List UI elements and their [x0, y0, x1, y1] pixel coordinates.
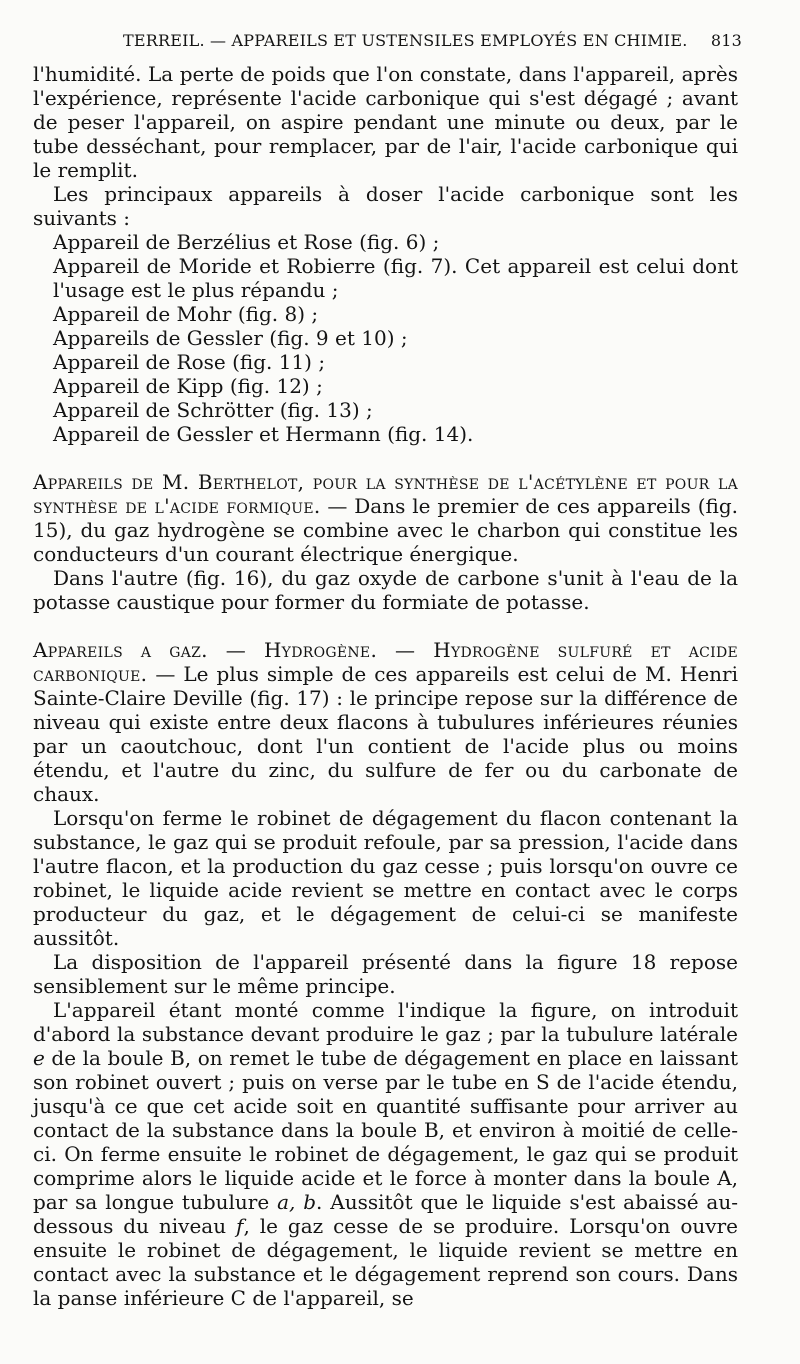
section-gap — [33, 446, 738, 470]
paragraph-gaz-4-part-c: . Aussitôt que le liquide s'est abaissé au-dessous du niveau — [33, 1190, 738, 1238]
list-item: Appareils de Gessler (fig. 9 et 10) ; — [53, 326, 408, 350]
list-item: Appareil de Schrötter (fig. 13) ; — [53, 398, 373, 422]
paragraph-humidite: l'humidité. La perte de poids que l'on constate, dans l'appareil, après l'expérience, représente l'acide carbonique qui s'est dégagé ; avant de peser l'appareil, on aspire pendant une minute ou deux, par le tube desséchant, pour remplacer, par de l'air, l'acide carbonique qui le remplit. — [33, 62, 738, 182]
paragraph-berthelot-2: Dans l'autre (fig. 16), du gaz oxyde de carbone s'unit à l'eau de la potasse caustique pour former du formiate de potasse. — [33, 566, 738, 614]
list-item: Appareil de Rose (fig. 11) ; — [53, 350, 326, 374]
section-heading-gaz: Appareils a gaz. — Hydrogène. — Hydrogène sulfuré et acide carbonique. — [33, 638, 738, 686]
section-gaz — [33, 638, 738, 806]
section-berthelot — [33, 470, 738, 566]
running-title: TERREIL. — APPAREILS ET USTENSILES EMPLOYÉS EN CHIMIE. — [123, 31, 688, 50]
paragraph-gaz-2: Lorsqu'on ferme le robinet de dégagement du flacon contenant la substance, le gaz qui se produit refoule, par sa pression, l'acide dans l'autre flacon, et la production du gaz cesse ; puis lorsqu'on ouvre ce robinet, le liquide acide revient se mettre en contact avec le corps producteur du gaz, et le dégagement de celui-ci se manifeste aussitôt. — [33, 806, 738, 950]
label-f: f — [236, 1214, 244, 1238]
section-heading-berthelot: Appareils de M. Berthelot, pour la synthèse de l'acétylène et pour la synthèse de l'acide formique. — [33, 470, 738, 518]
paragraph-gaz-4-part-a: L'appareil étant monté comme l'indique la figure, on introduit d'abord la substance devant produire le gaz ; par la tubulure latérale — [33, 998, 738, 1046]
page-number: 813 — [710, 31, 742, 50]
running-header — [33, 31, 752, 55]
paragraph-gaz-4-part-d: , le gaz cesse de se produire. Lorsqu'on ouvre ensuite le robinet de dégagement, le liquide revient se mettre en contact avec la substance et le dégagement reprend son cours. Dans la panse inférieure C de l'appareil, se — [33, 1214, 738, 1310]
paragraph-gaz-4 — [33, 998, 738, 1310]
paragraph-gaz-1: — Le plus simple de ces appareils est celui de M. Henri Sainte-Claire Deville (fig. 17) : le principe repose sur la différence de niveau qui existe entre deux flacons à tubulures inférieures réunies par un caoutchouc, dont l'un contient de l'acide plus ou moins étendu, et l'autre du zinc, du sulfure de fer ou du carbonate de chaux. — [33, 662, 738, 806]
paragraph-gaz-4-part-b: de la boule B, on remet le tube de dégagement en place en laissant son robinet ouvert ; puis on verse par le tube en S de l'acide étendu, jusqu'à ce que cet acide soit en quantité suffisante pour arriver au contact de la substance dans la boule B, et environ à moitié de celle-ci. On ferme ensuite le robinet de dégagement, le gaz qui se produit comprime alors le liquide acide et le force à monter dans la boule A, par sa longue tubulure — [33, 1046, 738, 1214]
list-item: Appareil de Moride et Robierre (fig. 7). Cet appareil est celui dont l'usage est le plus répandu ; — [53, 254, 738, 302]
list-item: Appareil de Berzélius et Rose (fig. 6) ; — [53, 230, 440, 254]
label-e: e — [33, 1046, 45, 1070]
list-item: Appareil de Mohr (fig. 8) ; — [53, 302, 319, 326]
section-gap — [33, 614, 738, 638]
label-ab: a, b — [277, 1190, 317, 1214]
body-text — [33, 62, 738, 1310]
paragraph-berthelot-1: — Dans le premier de ces appareils (fig. 15), du gaz hydrogène se combine avec le charbon qui constitue les conducteurs d'un courant électrique énergique. — [33, 494, 738, 566]
apparatus-list — [33, 230, 738, 446]
list-item: Appareil de Kipp (fig. 12) ; — [53, 374, 323, 398]
paragraph-gaz-3: La disposition de l'appareil présenté dans la figure 18 repose sensiblement sur le même principe. — [33, 950, 738, 998]
list-item: Appareil de Gessler et Hermann (fig. 14). — [53, 422, 474, 446]
paragraph-list-intro: Les principaux appareils à doser l'acide carbonique sont les suivants : — [33, 182, 738, 230]
